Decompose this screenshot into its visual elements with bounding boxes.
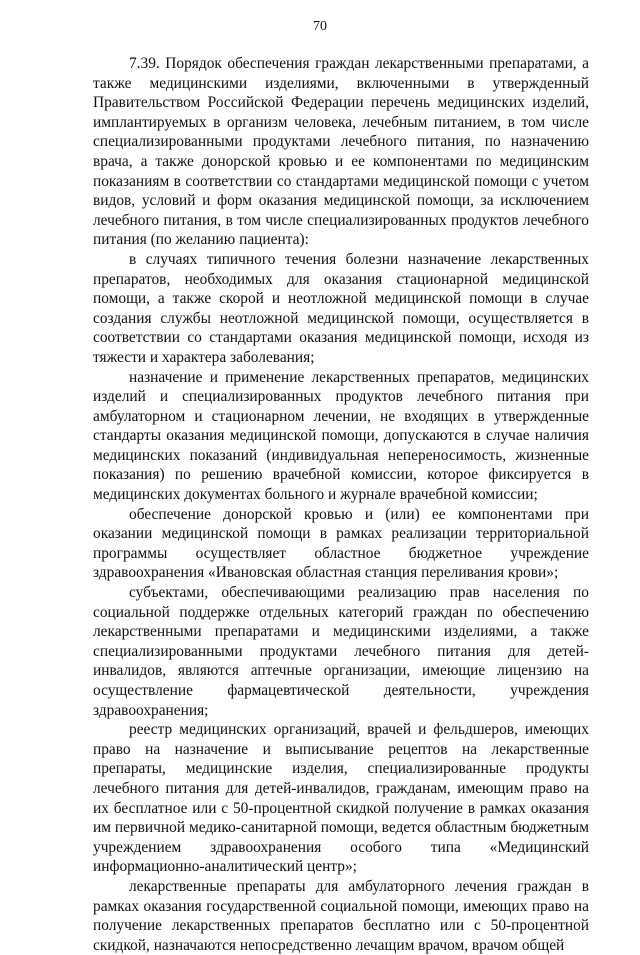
paragraph-7-39: 7.39. Порядок обеспечения граждан лекарственными препаратами, а также медицинскими изделиями, включенными в утвержденный Правительством Российской Федерации перечень медицинских изделий, имплантируемых в организм человека, лечебным питанием, в том числе специализированными продуктами лечебного питания, по назначению врача, а также донорской кровью и ее компонентами по медицинским показаниям в соответствии со стандартами медицинской помощи с учетом видов, условий и форм оказания медицинской помощи, за исключением лечебного питания, в том числе специализированных продуктов лечебного питания (по желанию пациента):	[93, 55, 589, 249]
page-number: 70	[313, 19, 327, 34]
paragraph-donor-blood: обеспечение донорской кровью и (или) ее компонентами при оказании медицинской помощи в рамках реализации территориальной программы осуществляет областное бюджетное учреждение здравоохранения «Ивановская областная станция переливания крови»;	[93, 505, 589, 582]
paragraph-subjects: субъектами, обеспечивающими реализацию прав населения по социальной поддержке отдельных категорий граждан по обеспечению лекарственными препаратами и медицинскими изделиями, а также специализированными продуктами лечебного питания для детей-инвалидов, являются аптечные организации, имеющие лицензию на осуществление фармацевтической деятельности, учреждения здравоохранения;	[93, 584, 589, 719]
paragraph-outpatient-drugs: лекарственные препараты для амбулаторного лечения граждан в рамках оказания государственной социальной помощи, имеющих право на получение лекарственных препаратов бесплатно или с 50-процентной скидкой, назначаются непосредственно лечащим врачом, врачом общей	[93, 877, 589, 954]
paragraph-registry: реестр медицинских организаций, врачей и фельдшеров, имеющих право на назначение и выписывание рецептов на лекарственные препараты, медицинские изделия, специализированные продукты лечебного питания для детей-инвалидов, гражданам, имеющим право на их бесплатное или с 50-процентной скидкой получение в рамках оказания им первичной медико-санитарной помощи, ведется областным бюджетным учреждением здравоохранения особого типа «Медицинский информационно-аналитический центр»;	[93, 721, 589, 876]
document-body	[93, 54, 589, 955]
paragraph-prescription-non-standard: назначение и применение лекарственных препаратов, медицинских изделий и специализированных продуктов лечебного питания при амбулаторном и стационарном лечении, не входящих в утвержденные стандарты оказания медицинской помощи, допускаются в случае наличия медицинских показаний (индивидуальная непереносимость, жизненные показания) по решению врачебной комиссии, которое фиксируется в медицинских документах больного и журнале врачебной комиссии;	[93, 368, 589, 504]
paragraph-typical-course: в случаях типичного течения болезни назначение лекарственных препаратов, необходимых для оказания стационарной медицинской помощи, а также скорой и неотложной медицинской помощи в случае создания службы неотложной медицинской помощи, осуществляется в соответствии со стандартами оказания медицинской помощи, исходя из тяжести и характера заболевания;	[93, 250, 589, 366]
